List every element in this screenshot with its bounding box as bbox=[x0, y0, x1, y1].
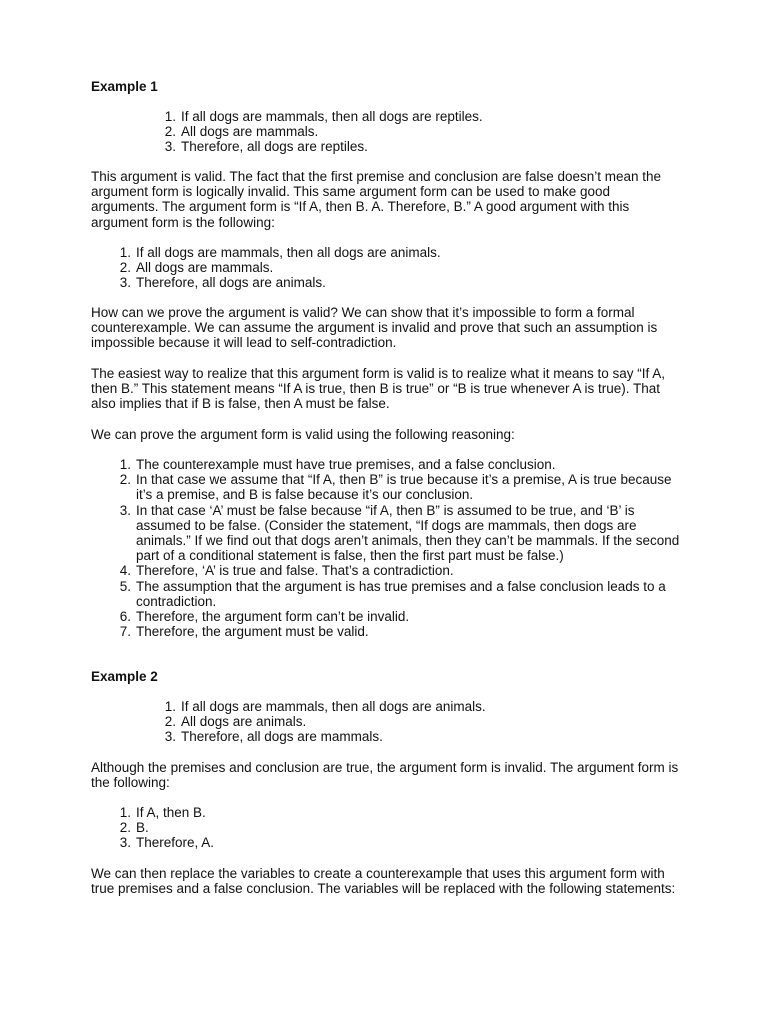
list-item: 3. Therefore, all dogs are reptiles. bbox=[164, 139, 368, 155]
example-1-paragraph-3: The easiest way to realize that this argument form is valid is to realize what it means to say “If A, then B.” This statement means “If A is true, then B is true” or “B is true whenever A is true). That also implies that if B is false, then A must be false. bbox=[91, 366, 665, 412]
example-2-paragraph-2: We can then replace the variables to create a counterexample that uses this argument form with true premises and a false conclusion. The variables will be replaced with the following statements: bbox=[91, 866, 676, 897]
list-item: 7. Therefore, the argument must be valid. bbox=[119, 624, 369, 640]
list-item: 1. If all dogs are mammals, then all dogs are reptiles. bbox=[164, 109, 483, 124]
example-1-paragraph-2: How can we prove the argument is valid? We can show that it’s impossible to form a formal counterexample. We can assume the argument is invalid and prove that such an assumption is impossible because it will lead to self-contradiction. bbox=[91, 305, 658, 351]
example-2-heading: Example 2 bbox=[91, 669, 158, 684]
argument-form-list bbox=[91, 805, 681, 851]
list-item: 3. In that case ‘A’ must be false because “if A, then B” is assumed to be true, and ‘B’ is assumed to be false. (Consider the statement, “If dogs are mammals, then dogs are animals.” If we find out that dogs aren’t animals, then they can’t be mammals. If the second part of a conditional statement is false, then the first part must be false.) bbox=[119, 502, 680, 564]
good-argument-list bbox=[91, 245, 681, 291]
list-item: 2. All dogs are animals. bbox=[164, 714, 307, 730]
list-item: 1. If all dogs are mammals, then all dogs are animals. bbox=[164, 699, 486, 714]
list-item: 1. The counterexample must have true premises, and a false conclusion. bbox=[119, 457, 556, 472]
example-1-heading: Example 1 bbox=[91, 79, 158, 94]
list-item: 5. The assumption that the argument is has true premises and a false conclusion leads to a contradiction. bbox=[119, 578, 666, 609]
list-item: 2. B. bbox=[119, 820, 149, 836]
list-item: 3. Therefore, A. bbox=[119, 835, 215, 851]
example-1-paragraph-1: This argument is valid. The fact that the first premise and conclusion are false doesn’t mean the argument form is logically invalid. This same argument form can be used to make good arguments. The argument form is “If A, then B. A. Therefore, B.” A good argument with this argument form is the following: bbox=[91, 169, 662, 230]
list-item: 1. If all dogs are mammals, then all dogs are animals. bbox=[119, 245, 441, 260]
list-item: 6. Therefore, the argument form can’t be invalid. bbox=[119, 609, 410, 625]
example-1-list bbox=[91, 109, 681, 155]
example-1-paragraph-4: We can prove the argument form is valid using the following reasoning: bbox=[91, 427, 515, 442]
proof-list bbox=[91, 457, 681, 639]
list-item: 2. All dogs are mammals. bbox=[164, 124, 319, 140]
list-item: 3. Therefore, all dogs are animals. bbox=[119, 275, 326, 291]
list-item: 3. Therefore, all dogs are mammals. bbox=[164, 729, 383, 745]
example-2-list bbox=[91, 699, 681, 745]
example-2-paragraph-1: Although the premises and conclusion are true, the argument form is invalid. The argument form is the following: bbox=[91, 760, 679, 791]
list-item: 4. Therefore, ‘A’ is true and false. That’s a contradiction. bbox=[119, 563, 454, 579]
list-item: 2. In that case we assume that “If A, then B” is true because it’s a premise, A is true because it’s a premise, and B is false because it’s our conclusion. bbox=[119, 472, 672, 503]
list-item: 2. All dogs are mammals. bbox=[119, 260, 274, 276]
list-item: 1. If A, then B. bbox=[119, 805, 206, 820]
